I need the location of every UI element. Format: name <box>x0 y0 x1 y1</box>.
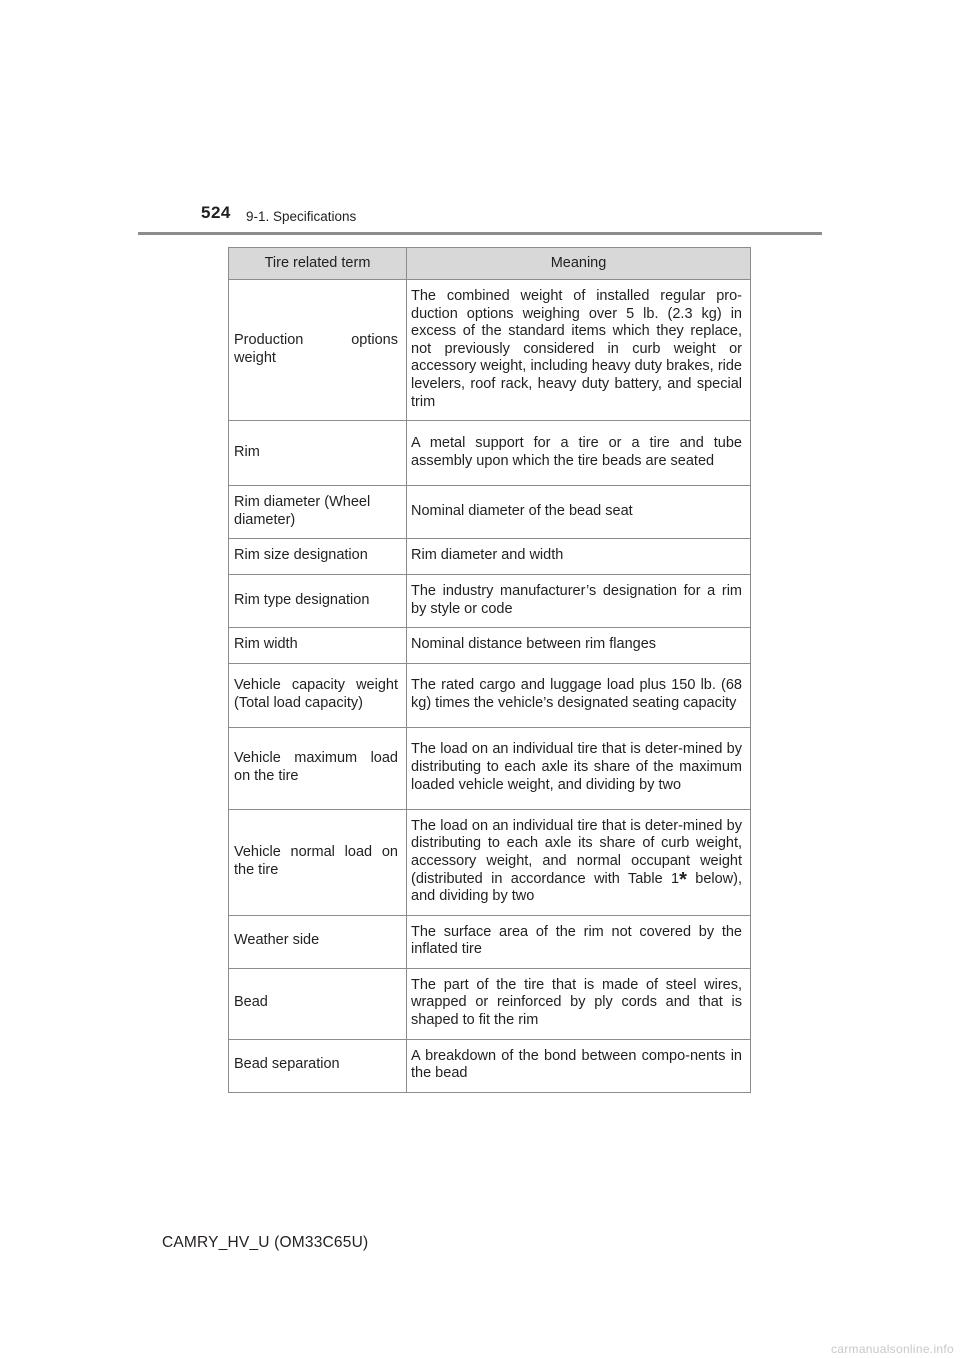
table-row <box>229 809 751 915</box>
tire-terms-table <box>228 247 751 1093</box>
meaning-cell: The load on an individual tire that is deter-mined by distributing to each axle its share of the maximum loaded vehicle weight, and dividing by two <box>407 727 751 809</box>
term-cell: Weather side <box>229 915 407 968</box>
term-cell: Rim size designation <box>229 539 407 575</box>
watermark: carmanualsonline.info <box>830 1342 954 1356</box>
table-row <box>229 574 751 627</box>
term-cell: Rim type designation <box>229 574 407 627</box>
header-rule <box>138 232 822 235</box>
term-cell: Rim <box>229 421 407 486</box>
meaning-cell <box>407 809 751 915</box>
table-row <box>229 915 751 968</box>
footnote-asterisk: * <box>679 868 687 891</box>
meaning-cell: A breakdown of the bond between compo-nents in the bead <box>407 1039 751 1092</box>
meaning-text: below), and dividing by two <box>411 870 743 905</box>
table-row <box>229 1039 751 1092</box>
table-row <box>229 628 751 664</box>
term-cell: Vehicle capacity weight (Total load capacity) <box>229 663 407 727</box>
column-header-meaning: Meaning <box>407 248 751 280</box>
meaning-cell: The surface area of the rim not covered by the inflated tire <box>407 915 751 968</box>
meaning-text: The load on an individual tire that is deter-mined by distributing to each axle its share of curb weight, accessory weight, and normal occupant weight (distributed in accordance with Table 1 <box>411 817 742 887</box>
term-cell: Rim diameter (Wheel diameter) <box>229 486 407 539</box>
page-number: 524 <box>201 203 231 222</box>
meaning-cell: A metal support for a tire or a tire and tube assembly upon which the tire beads are seated <box>407 421 751 486</box>
meaning-cell: Nominal diameter of the bead seat <box>407 486 751 539</box>
meaning-cell: Rim diameter and width <box>407 539 751 575</box>
table-row <box>229 968 751 1039</box>
table-row <box>229 539 751 575</box>
meaning-cell: The combined weight of installed regular pro-duction options weighing over 5 lb. (2.3 kg) in excess of the standard items which they replace, not previously considered in curb weight or accessory weight, including heavy duty brakes, ride levelers, roof rack, heavy duty battery, and special trim <box>407 280 751 421</box>
meaning-cell: The part of the tire that is made of steel wires, wrapped or reinforced by ply cords and that is shaped to fit the rim <box>407 968 751 1039</box>
table-row <box>229 727 751 809</box>
table-row <box>229 486 751 539</box>
meaning-cell: The industry manufacturer’s designation for a rim by style or code <box>407 574 751 627</box>
term-cell: Bead separation <box>229 1039 407 1092</box>
column-header-term: Tire related term <box>229 248 407 280</box>
meaning-cell: The rated cargo and luggage load plus 150 lb. (68 kg) times the vehicle’s designated seating capacity <box>407 663 751 727</box>
table-row <box>229 280 751 421</box>
meaning-cell: Nominal distance between rim flanges <box>407 628 751 664</box>
table-row <box>229 663 751 727</box>
term-cell: Vehicle maximum load on the tire <box>229 727 407 809</box>
table-row <box>229 421 751 486</box>
model-code-footer: CAMRY_HV_U (OM33C65U) <box>162 1234 369 1251</box>
term-cell: Production options weight <box>229 280 407 421</box>
term-cell: Rim width <box>229 628 407 664</box>
term-cell: Vehicle normal load on the tire <box>229 809 407 915</box>
table-header-row <box>229 248 751 280</box>
term-cell: Bead <box>229 968 407 1039</box>
section-title: 9-1. Specifications <box>246 209 357 224</box>
